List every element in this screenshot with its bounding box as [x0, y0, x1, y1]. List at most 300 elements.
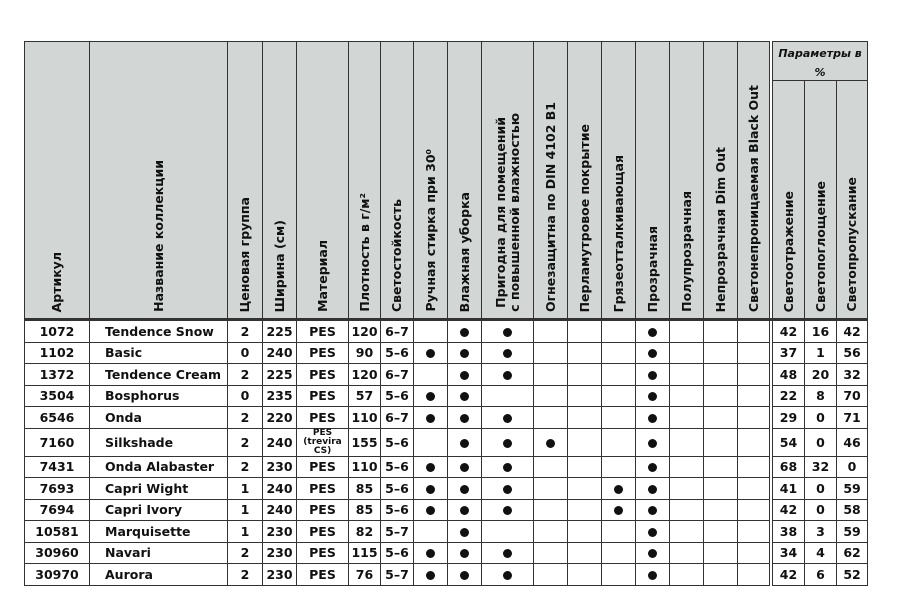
- fire-cell: [534, 564, 568, 586]
- filled-circle-icon: [648, 392, 657, 401]
- table-row: [25, 364, 868, 386]
- header-reflection: Светоотражение: [773, 81, 805, 320]
- filled-circle-icon: [648, 485, 657, 494]
- dirt-cell: [602, 521, 636, 543]
- price-group-cell: 0: [228, 342, 263, 364]
- dimout-cell: [704, 407, 738, 429]
- width-cell: 230: [263, 456, 297, 478]
- absorption-cell: 6: [805, 564, 837, 586]
- hand-wash-cell: [414, 478, 448, 500]
- header-wet-cleaning: Влажная уборка: [448, 42, 482, 320]
- filled-circle-icon: [426, 392, 435, 401]
- filled-circle-icon: [648, 528, 657, 537]
- filled-circle-icon: [460, 328, 469, 337]
- transparent-cell: [636, 407, 670, 429]
- pearl-cell: [568, 521, 602, 543]
- translucent-cell: [670, 564, 704, 586]
- lightfastness-cell: 5–6: [381, 342, 414, 364]
- material-cell: PES: [297, 542, 349, 564]
- absorption-cell: 4: [805, 542, 837, 564]
- header-transparent: Прозрачная: [636, 42, 670, 320]
- translucent-cell: [670, 542, 704, 564]
- lightfastness-cell: 6–7: [381, 407, 414, 429]
- pearl-cell: [568, 564, 602, 586]
- lightfastness-cell: 5–6: [381, 385, 414, 407]
- lightfastness-cell: 5–6: [381, 456, 414, 478]
- density-cell: 57: [349, 385, 381, 407]
- table-row: [25, 564, 868, 586]
- dimout-cell: [704, 564, 738, 586]
- material-cell: PES: [297, 499, 349, 521]
- width-cell: 225: [263, 320, 297, 343]
- filled-circle-icon: [503, 414, 512, 423]
- translucent-cell: [670, 342, 704, 364]
- article-cell: 1372: [25, 364, 90, 386]
- dirt-cell: [602, 428, 636, 456]
- translucent-cell: [670, 456, 704, 478]
- material-cell: PES: [297, 521, 349, 543]
- dirt-cell: [602, 364, 636, 386]
- filled-circle-icon: [460, 414, 469, 423]
- transparent-cell: [636, 364, 670, 386]
- lightfastness-cell: 6–7: [381, 320, 414, 343]
- blackout-cell: [738, 342, 770, 364]
- collection-name-cell: Tendence Snow: [90, 320, 228, 343]
- price-group-cell: 2: [228, 564, 263, 586]
- wet-cell: [448, 564, 482, 586]
- width-cell: 240: [263, 428, 297, 456]
- translucent-cell: [670, 320, 704, 343]
- article-cell: 7160: [25, 428, 90, 456]
- material-cell: PES: [297, 385, 349, 407]
- wet-cell: [448, 542, 482, 564]
- fire-cell: [534, 521, 568, 543]
- article-cell: 30970: [25, 564, 90, 586]
- reflection-cell: 48: [773, 364, 805, 386]
- table-row: [25, 320, 868, 343]
- hand-wash-cell: [414, 521, 448, 543]
- transparent-cell: [636, 342, 670, 364]
- transmission-cell: 71: [837, 407, 868, 429]
- article-cell: 7431: [25, 456, 90, 478]
- blackout-cell: [738, 364, 770, 386]
- transparent-cell: [636, 542, 670, 564]
- filled-circle-icon: [503, 485, 512, 494]
- material-cell: PES: [297, 456, 349, 478]
- lightfastness-cell: 5–7: [381, 521, 414, 543]
- humid-cell: [482, 564, 534, 586]
- density-cell: 155: [349, 428, 381, 456]
- translucent-cell: [670, 499, 704, 521]
- blackout-cell: [738, 385, 770, 407]
- absorption-cell: 8: [805, 385, 837, 407]
- filled-circle-icon: [460, 485, 469, 494]
- material-cell: PES: [297, 564, 349, 586]
- hand-wash-cell: [414, 364, 448, 386]
- wet-cell: [448, 342, 482, 364]
- pearl-cell: [568, 456, 602, 478]
- wet-cell: [448, 407, 482, 429]
- filled-circle-icon: [503, 571, 512, 580]
- fire-cell: [534, 478, 568, 500]
- hand-wash-cell: [414, 407, 448, 429]
- filled-circle-icon: [503, 328, 512, 337]
- hand-wash-cell: [414, 320, 448, 343]
- filled-circle-icon: [460, 571, 469, 580]
- table-row: [25, 521, 868, 543]
- price-group-cell: 0: [228, 385, 263, 407]
- article-cell: 7693: [25, 478, 90, 500]
- filled-circle-icon: [460, 349, 469, 358]
- transmission-cell: 52: [837, 564, 868, 586]
- table-row: [25, 478, 868, 500]
- price-group-cell: 2: [228, 542, 263, 564]
- lightfastness-cell: 5–6: [381, 478, 414, 500]
- filled-circle-icon: [648, 328, 657, 337]
- collection-name-cell: Onda: [90, 407, 228, 429]
- filled-circle-icon: [460, 392, 469, 401]
- hand-wash-cell: [414, 564, 448, 586]
- transmission-cell: 59: [837, 521, 868, 543]
- fabric-table: [24, 41, 868, 586]
- filled-circle-icon: [503, 549, 512, 558]
- header-transmission: Светопропускание: [837, 81, 868, 320]
- price-group-cell: 2: [228, 320, 263, 343]
- wet-cell: [448, 478, 482, 500]
- lightfastness-cell: 5–6: [381, 428, 414, 456]
- dirt-cell: [602, 478, 636, 500]
- table-row: [25, 456, 868, 478]
- filled-circle-icon: [460, 528, 469, 537]
- header-width: Ширина (см): [263, 42, 297, 320]
- material-text: PES: [312, 427, 333, 438]
- translucent-cell: [670, 407, 704, 429]
- table-row: [25, 407, 868, 429]
- humid-cell: [482, 385, 534, 407]
- humid-cell: [482, 320, 534, 343]
- density-cell: 85: [349, 499, 381, 521]
- transparent-cell: [636, 428, 670, 456]
- hand-wash-cell: [414, 499, 448, 521]
- filled-circle-icon: [426, 349, 435, 358]
- reflection-cell: 34: [773, 542, 805, 564]
- pearl-cell: [568, 499, 602, 521]
- hand-wash-cell: [414, 542, 448, 564]
- wet-cell: [448, 521, 482, 543]
- header-translucent: Полупрозрачная: [670, 42, 704, 320]
- specification-sheet: [24, 41, 868, 586]
- dimout-cell: [704, 342, 738, 364]
- material-cell: PES: [297, 407, 349, 429]
- wet-cell: [448, 385, 482, 407]
- translucent-cell: [670, 521, 704, 543]
- wet-cell: [448, 364, 482, 386]
- table-body: [25, 320, 868, 586]
- filled-circle-icon: [648, 463, 657, 472]
- article-cell: 7694: [25, 499, 90, 521]
- collection-name-cell: Tendence Cream: [90, 364, 228, 386]
- reflection-cell: 41: [773, 478, 805, 500]
- absorption-cell: 3: [805, 521, 837, 543]
- material-cell: PES: [297, 364, 349, 386]
- fire-cell: [534, 385, 568, 407]
- translucent-cell: [670, 428, 704, 456]
- pearl-cell: [568, 342, 602, 364]
- absorption-cell: 1: [805, 342, 837, 364]
- article-cell: 3504: [25, 385, 90, 407]
- filled-circle-icon: [503, 371, 512, 380]
- fire-cell: [534, 364, 568, 386]
- absorption-cell: 0: [805, 478, 837, 500]
- dirt-cell: [602, 407, 636, 429]
- absorption-cell: 16: [805, 320, 837, 343]
- collection-name-cell: Navari: [90, 542, 228, 564]
- pearl-cell: [568, 407, 602, 429]
- humid-cell: [482, 542, 534, 564]
- price-group-cell: 1: [228, 499, 263, 521]
- blackout-cell: [738, 456, 770, 478]
- transparent-cell: [636, 521, 670, 543]
- table-row: [25, 542, 868, 564]
- fire-cell: [534, 407, 568, 429]
- wet-cell: [448, 499, 482, 521]
- article-cell: 1072: [25, 320, 90, 343]
- width-cell: 230: [263, 542, 297, 564]
- density-cell: 82: [349, 521, 381, 543]
- transmission-cell: 42: [837, 320, 868, 343]
- width-cell: 240: [263, 499, 297, 521]
- blackout-cell: [738, 407, 770, 429]
- filled-circle-icon: [648, 349, 657, 358]
- fire-cell: [534, 542, 568, 564]
- reflection-cell: 38: [773, 521, 805, 543]
- filled-circle-icon: [426, 485, 435, 494]
- dimout-cell: [704, 478, 738, 500]
- collection-name-cell: Bosphorus: [90, 385, 228, 407]
- article-cell: 6546: [25, 407, 90, 429]
- hand-wash-cell: [414, 342, 448, 364]
- reflection-cell: 42: [773, 499, 805, 521]
- transparent-cell: [636, 564, 670, 586]
- blackout-cell: [738, 542, 770, 564]
- filled-circle-icon: [426, 571, 435, 580]
- dimout-cell: [704, 428, 738, 456]
- width-cell: 230: [263, 521, 297, 543]
- pearl-cell: [568, 542, 602, 564]
- transparent-cell: [636, 456, 670, 478]
- filled-circle-icon: [503, 439, 512, 448]
- dirt-cell: [602, 499, 636, 521]
- transmission-cell: 56: [837, 342, 868, 364]
- header-black-out: Светонепроницаемая Black Out: [738, 42, 770, 320]
- humid-cell: [482, 407, 534, 429]
- humid-cell: [482, 342, 534, 364]
- price-group-cell: 1: [228, 478, 263, 500]
- dimout-cell: [704, 456, 738, 478]
- density-cell: 115: [349, 542, 381, 564]
- filled-circle-icon: [503, 349, 512, 358]
- filled-circle-icon: [426, 414, 435, 423]
- header-dirt-repellent: Грязеотталкивающая: [602, 42, 636, 320]
- fire-cell: [534, 456, 568, 478]
- transmission-cell: 62: [837, 542, 868, 564]
- hand-wash-cell: [414, 385, 448, 407]
- transparent-cell: [636, 320, 670, 343]
- humid-cell: [482, 521, 534, 543]
- header-density: Плотность в г/м²: [349, 42, 381, 320]
- dirt-cell: [602, 320, 636, 343]
- width-cell: 235: [263, 385, 297, 407]
- filled-circle-icon: [546, 439, 555, 448]
- reflection-cell: 29: [773, 407, 805, 429]
- blackout-cell: [738, 478, 770, 500]
- transmission-cell: 70: [837, 385, 868, 407]
- filled-circle-icon: [460, 439, 469, 448]
- filled-circle-icon: [648, 571, 657, 580]
- header-humid-rooms: Пригодна для помещений с повышенной влажностью: [482, 42, 534, 320]
- filled-circle-icon: [648, 439, 657, 448]
- filled-circle-icon: [460, 463, 469, 472]
- absorption-cell: 20: [805, 364, 837, 386]
- dimout-cell: [704, 499, 738, 521]
- price-group-cell: 1: [228, 521, 263, 543]
- width-cell: 240: [263, 478, 297, 500]
- width-cell: 240: [263, 342, 297, 364]
- humid-cell: [482, 478, 534, 500]
- filled-circle-icon: [426, 549, 435, 558]
- translucent-cell: [670, 364, 704, 386]
- header-dim-out: Непрозрачная Dim Out: [704, 42, 738, 320]
- collection-name-cell: Onda Alabaster: [90, 456, 228, 478]
- header-absorption: Светопоглощение: [805, 81, 837, 320]
- pearl-cell: [568, 320, 602, 343]
- blackout-cell: [738, 320, 770, 343]
- filled-circle-icon: [648, 414, 657, 423]
- dimout-cell: [704, 542, 738, 564]
- absorption-cell: 0: [805, 407, 837, 429]
- lightfastness-cell: 5–7: [381, 564, 414, 586]
- article-cell: 30960: [25, 542, 90, 564]
- humid-cell: [482, 456, 534, 478]
- header-fire-protection: Огнезащитна по DIN 4102 B1: [534, 42, 568, 320]
- dimout-cell: [704, 364, 738, 386]
- filled-circle-icon: [503, 506, 512, 515]
- article-cell: 1102: [25, 342, 90, 364]
- material-sub-text: (trevira CS): [303, 436, 342, 456]
- dimout-cell: [704, 320, 738, 343]
- reflection-cell: 37: [773, 342, 805, 364]
- dirt-cell: [602, 385, 636, 407]
- transmission-cell: 0: [837, 456, 868, 478]
- absorption-cell: 0: [805, 428, 837, 456]
- hand-wash-cell: [414, 428, 448, 456]
- wet-cell: [448, 428, 482, 456]
- density-cell: 120: [349, 320, 381, 343]
- dirt-cell: [602, 342, 636, 364]
- pearl-cell: [568, 364, 602, 386]
- header-lightfastness: Светостойкость: [381, 42, 414, 320]
- humid-cell: [482, 499, 534, 521]
- material-cell: [297, 428, 349, 456]
- table-row: [25, 499, 868, 521]
- lightfastness-cell: 6–7: [381, 364, 414, 386]
- pearl-cell: [568, 428, 602, 456]
- table-row: [25, 342, 868, 364]
- filled-circle-icon: [426, 463, 435, 472]
- collection-name-cell: Silkshade: [90, 428, 228, 456]
- absorption-cell: 32: [805, 456, 837, 478]
- translucent-cell: [670, 478, 704, 500]
- filled-circle-icon: [648, 549, 657, 558]
- header-price-group: Ценовая группа: [228, 42, 263, 320]
- filled-circle-icon: [460, 549, 469, 558]
- filled-circle-icon: [460, 506, 469, 515]
- wet-cell: [448, 320, 482, 343]
- transmission-cell: 46: [837, 428, 868, 456]
- header-collection: Название коллекции: [90, 42, 228, 320]
- dirt-cell: [602, 564, 636, 586]
- width-cell: 225: [263, 364, 297, 386]
- filled-circle-icon: [614, 485, 623, 494]
- collection-name-cell: Marquisette: [90, 521, 228, 543]
- transparent-cell: [636, 499, 670, 521]
- transmission-cell: 59: [837, 478, 868, 500]
- density-cell: 85: [349, 478, 381, 500]
- width-cell: 230: [263, 564, 297, 586]
- lightfastness-cell: 5–6: [381, 499, 414, 521]
- transparent-cell: [636, 478, 670, 500]
- dimout-cell: [704, 385, 738, 407]
- blackout-cell: [738, 499, 770, 521]
- fire-cell: [534, 342, 568, 364]
- price-group-cell: 2: [228, 407, 263, 429]
- reflection-cell: 22: [773, 385, 805, 407]
- reflection-cell: 42: [773, 320, 805, 343]
- collection-name-cell: Basic: [90, 342, 228, 364]
- blackout-cell: [738, 564, 770, 586]
- humid-cell: [482, 364, 534, 386]
- lightfastness-cell: 5–6: [381, 542, 414, 564]
- material-cell: PES: [297, 342, 349, 364]
- density-cell: 76: [349, 564, 381, 586]
- filled-circle-icon: [648, 506, 657, 515]
- fire-cell: [534, 428, 568, 456]
- filled-circle-icon: [648, 371, 657, 380]
- price-group-cell: 2: [228, 428, 263, 456]
- header-pearl-coating: Перламутровое покрытие: [568, 42, 602, 320]
- pearl-cell: [568, 385, 602, 407]
- width-cell: 220: [263, 407, 297, 429]
- transmission-cell: 58: [837, 499, 868, 521]
- translucent-cell: [670, 385, 704, 407]
- fire-cell: [534, 320, 568, 343]
- pearl-cell: [568, 478, 602, 500]
- dimout-cell: [704, 521, 738, 543]
- hand-wash-cell: [414, 456, 448, 478]
- absorption-cell: 0: [805, 499, 837, 521]
- blackout-cell: [738, 521, 770, 543]
- header-material: Материал: [297, 42, 349, 320]
- price-group-cell: 2: [228, 456, 263, 478]
- table-row: [25, 385, 868, 407]
- reflection-cell: 42: [773, 564, 805, 586]
- reflection-cell: 54: [773, 428, 805, 456]
- density-cell: 120: [349, 364, 381, 386]
- wet-cell: [448, 456, 482, 478]
- density-cell: 90: [349, 342, 381, 364]
- filled-circle-icon: [460, 371, 469, 380]
- reflection-cell: 68: [773, 456, 805, 478]
